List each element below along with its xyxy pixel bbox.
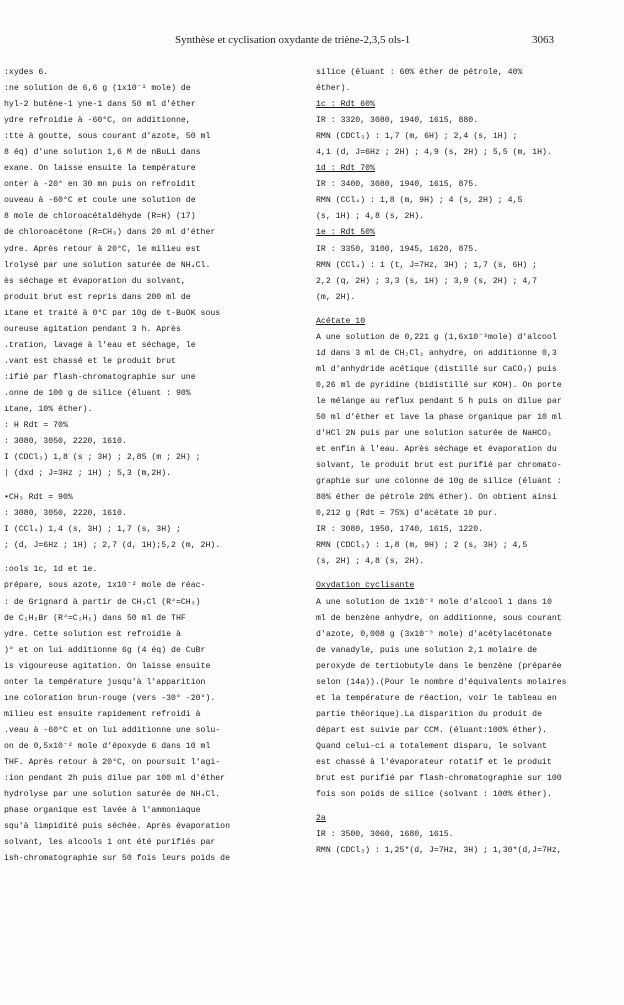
text-line: IR : 3320, 3080, 1940, 1615, 880. <box>316 116 479 126</box>
section-heading: Acétate 10 <box>316 316 366 326</box>
page-number: 3063 <box>532 34 554 46</box>
text-line: ydre refroidie à -60°C, on additionne, <box>4 116 191 126</box>
text-line: RMN (CDCl₃) : 1,7 (m, 6H) ; 2,4 (s, 1H) ; <box>316 132 518 142</box>
text-line: onter la température jusqu'à l'apparition <box>4 677 206 687</box>
text-line: IR : 3350, 3100, 1945, 1620, 875. <box>316 244 479 254</box>
text-line: RMN (CDCl₃) : 1,25*(d, J=7Hz, 3H) ; 1,30*(d,J=7Hz, <box>316 846 562 856</box>
text-line: IR : 3080, 1950, 1740, 1615, 1220. <box>316 525 484 535</box>
text-line: de vanadyle, puis une solution 2,1 molaire de <box>316 645 538 655</box>
text-line: solvant, les alcools 1 ont été purifiés par <box>4 838 216 848</box>
text-line: ouveau à -60°C et coule une solution de <box>4 196 196 206</box>
text-line: ıtane, 10% éther). <box>4 404 93 414</box>
text-line: :ifié par flash-chromatographie sur une <box>4 372 196 382</box>
text-line: exane. On laisse ensuite la température <box>4 164 196 174</box>
text-line: IR : 3400, 3080, 1940, 1615, 875. <box>316 180 479 190</box>
text-line: RMN (CCl₄) : 1 (t, J=7Hz, 3H) ; 1,7 (s, 6H) ; <box>316 260 538 270</box>
text-line: 0,26 ml de pyridine (bidistillé sur KOH). On porte <box>316 380 562 390</box>
text-line: : de Grignard à partir de CH₃Cl (R⁴=CH₃) <box>4 597 201 607</box>
text-line: .onne de 100 g de silice (éluant : 90% <box>4 388 191 398</box>
text-line: 80% éther de pétrole 20% éther). On obtient ainsi <box>316 493 557 503</box>
text-line: :ion pendant 2h puis dilue par 100 ml d'éther <box>4 774 226 784</box>
text-line: brut est purifié par flash-chromatographie sur 100 <box>316 774 562 784</box>
text-line: I (CDCl₃) 1,8 (s ; 3H) ; 2,85 (m ; 2H) ; <box>4 453 201 463</box>
text-line: I (CCl₄) 1,4 (s, 3H) ; 1,7 (s, 3H) ; <box>4 525 181 535</box>
text-line: RMN (CDCl₃) : 1,8 (m, 9H) ; 2 (s, 3H) ; 4,5 <box>316 541 528 551</box>
section-heading: 1c : Rdt 60% <box>316 100 375 110</box>
text-line: ydre. Après retour à 20°C, le milieu est <box>4 244 201 254</box>
text-line: :tte à goutte, sous courant d'azote, 50 ml <box>4 132 211 142</box>
right-column <box>316 65 616 859</box>
text-line: milieu est ensuite rapidement refroidi à <box>4 709 201 719</box>
text-line: : 3080, 3050, 2220, 1610. <box>4 437 127 447</box>
text-line: départ est suivie par CCM. (éluant:100% éther). <box>316 725 547 735</box>
text-line: : 3080, 3050, 2220, 1610. <box>4 509 127 519</box>
text-line: (m, 2H). <box>316 292 356 302</box>
text-line: graphie sur une colonne de 10g de silice (éluant : <box>316 477 562 487</box>
text-line: A une solution de 0,221 g (1,6x10⁻³mole) d'alcool <box>316 332 557 342</box>
text-line: is vigoureuse agitation. On laisse ensuite <box>4 661 211 671</box>
text-line: et la température de réaction, voir le tableau en <box>316 693 557 703</box>
text-line: lrolysé par une solution saturée de NH₄Cl. <box>4 260 211 270</box>
text-line: 8 éq) d'une solution 1,6 M de nBuLi dans <box>4 148 201 158</box>
text-line: ıtane et traité à 0°C par 10g de t-BuOK sous <box>4 308 221 318</box>
section-heading: Oxydation cyclisante <box>316 581 415 591</box>
paragraph-gap <box>316 570 616 578</box>
text-line: éther). <box>316 84 351 94</box>
text-line: est chassé à l'évaporateur rotatif et le produit <box>316 757 552 767</box>
text-line: squ'à limpidité puis séchée. Après évaporation <box>4 822 231 832</box>
text-line: hydrolyse par une solution saturée de NH₄Cl. <box>4 790 221 800</box>
paragraph-gap <box>316 306 616 314</box>
text-line: de C₂H₅Br (R⁴=C₂H₅) dans 50 ml de THF <box>4 613 186 623</box>
text-line: ; (d, J=6Hz ; 1H) ; 2,7 (d, 1H);5,2 (m, 2H). <box>4 541 221 551</box>
text-line: Quand celui-ci a totalement disparu, le solvant <box>316 741 547 751</box>
text-line: ml d'anhydride acétique (distillé sur CaCO₃) puis <box>316 364 557 374</box>
text-line: A une solution de 1x10⁻³ mole d'alcool 1 dans 10 <box>316 597 552 607</box>
text-line: | (dxd ; J=3Hz ; 1H) ; 5,3 (m,2H). <box>4 469 172 479</box>
text-line: : H Rdt = 70% <box>4 421 68 431</box>
text-line: IR : 3500, 3060, 1680, 1615. <box>316 830 454 840</box>
section-heading: 2a <box>316 814 326 824</box>
text-line: )° et on lui additionne 6g (4 éq) de CuBr <box>4 645 206 655</box>
text-line: :ne solution de 6,6 g (1x10⁻¹ mole) de <box>4 84 191 94</box>
section-heading: 1e : Rdt 50% <box>316 228 375 238</box>
text-line: :ools 1c, 1d et 1e. <box>4 565 98 575</box>
text-line: prépare, sous azote, 1x10⁻² mole de réac- <box>4 581 206 591</box>
text-line: (s, 2H) ; 4,8 (s, 2H). <box>316 557 425 567</box>
text-line: et enfin à l'eau. Après séchage et évaporation du <box>316 445 557 455</box>
text-line: •CH₃ Rdt = 90% <box>4 493 73 503</box>
text-line: peroxyde de tertiobutyle dans le benzène (préparée <box>316 661 562 671</box>
text-line: hyl-2 butène-1 yne-1 dans 50 ml d'éther <box>4 100 196 110</box>
left-column <box>4 65 300 867</box>
text-line: produit brut est repris dans 200 ml de <box>4 292 191 302</box>
text-line: 8 mole de chloroacétaldéhyde (R=H) (17) <box>4 212 196 222</box>
text-line: silice (éluant : 60% éther de pétrole, 40% <box>316 68 523 77</box>
running-header <box>0 34 624 52</box>
text-line: fois son poids de silice (solvant : 100% éther). <box>316 790 552 800</box>
text-line: RMN (CCl₄) : 1,8 (m, 9H) ; 4 (s, 2H) ; 4,5 <box>316 196 523 206</box>
text-line: de chloroacétone (R=CH₃) dans 20 ml d'éther <box>4 228 216 238</box>
text-line: d'azote, 0,008 g (3x10⁻⁵ mole) d'acétylacétonate <box>316 629 552 639</box>
text-line: oureuse agitation pendant 3 h. Après <box>4 324 181 334</box>
text-line: (s, 1H) ; 4,8 (s, 2H). <box>316 212 425 222</box>
text-line: 2,2 (q, 2H) ; 3,3 (s, 1H) ; 3,9 (s, 2H) ; 4,7 <box>316 276 538 286</box>
text-line: le mélange au reflux pendant 5 h puis on dilue par <box>316 396 562 406</box>
text-line: on de 0,5x10⁻² mole d'époxyde 6 dans 10 ml <box>4 741 211 751</box>
text-line: THF. Après retour à 20°C, on poursuit l'agi- <box>4 757 221 767</box>
paragraph-gap <box>4 482 300 490</box>
paragraph-gap <box>4 554 300 562</box>
text-line: 4,1 (d, J=6Hz ; 2H) ; 4,9 (s, 2H) ; 5,5 (m, 1H). <box>316 148 552 158</box>
running-title: Synthèse et cyclisation oxydante de triène-2,3,5 ols-1 <box>175 34 411 46</box>
text-line: ml de benzène anhydre, on additionne, sous courant <box>316 613 562 623</box>
text-line: ès séchage et évaporation du solvant, <box>4 276 186 286</box>
text-line: .tration, lavage à l'eau et séchage, le <box>4 340 196 350</box>
text-line: ıne coloration brun-rouge (vers -30° -20°). <box>4 693 216 703</box>
text-line: .veau à -60°C et on lui additionne une solu- <box>4 725 221 735</box>
text-line: onter à -20° en 30 mn puis on refroidit <box>4 180 196 190</box>
paragraph-gap <box>316 803 616 811</box>
text-line: selon (14a)).(Pour le nombre d'équivalents molaires <box>316 677 567 687</box>
section-heading: 1d : Rdt 70% <box>316 164 375 174</box>
text-line: 50 ml d'éther et lave la phase organique par 10 ml <box>316 412 562 422</box>
text-line: .vant est chassé et le produit brut <box>4 356 176 366</box>
text-line: solvant, le produit brut est purifié par chromato- <box>316 461 562 471</box>
text-line: phase organique est lavée à l'ammoniaque <box>4 806 201 816</box>
text-line: ydre. Cette solution est refroidie à <box>4 629 181 639</box>
text-line: 1d dans 3 ml de CH₂Cl₂ anhydre, on additionne 0,3 <box>316 348 557 358</box>
text-line: partie théorique).La disparition du produit de <box>316 709 543 719</box>
text-line: :xydes 6. <box>4 68 49 77</box>
text-line: d'HCl 2N puis par une solution saturée de NaHCO₃ <box>316 429 552 439</box>
text-line: ish-chromatographie sur 50 fois leurs poids de <box>4 854 231 864</box>
text-line: 0,212 g (Rdt = 75%) d'acétate 10 pur. <box>316 509 498 519</box>
